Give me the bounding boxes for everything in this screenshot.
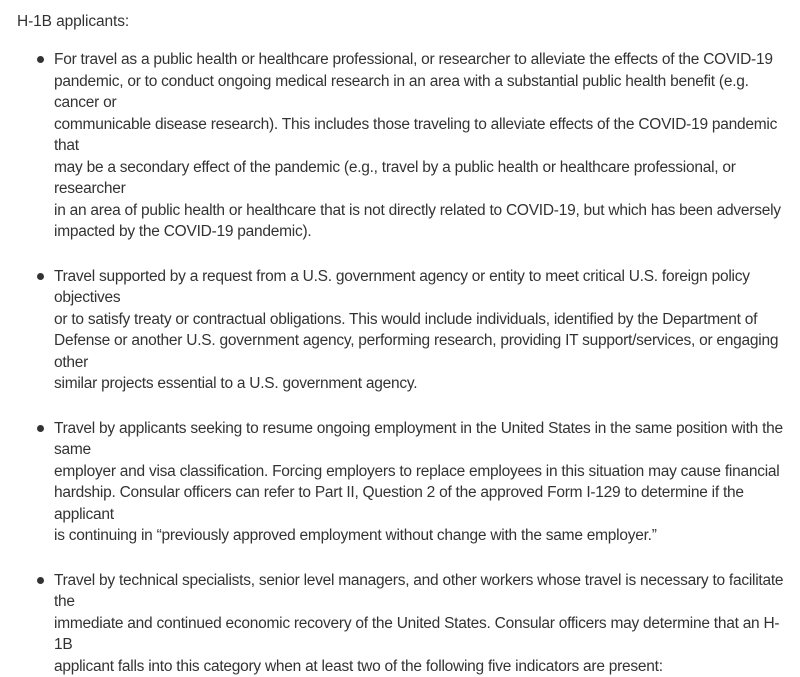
criteria-list: [17, 49, 790, 677]
list-item: [17, 570, 790, 677]
list-item-text: Travel supported by a request from a U.S. government agency or entity to meet critical U.S. foreign policy objectives or to satisfy treaty or contractual obligations. This would include individuals, identified by the Department of Defense or another U.S. government agency, performing research, providing IT support/services, or engaging other similar projects essential to a U.S. government agency.: [54, 266, 790, 395]
list-item-text: Travel by applicants seeking to resume ongoing employment in the United States in the same position with the same employer and visa classification. Forcing employers to replace employees in this situation may cause financial hardship. Consular officers can refer to Part II, Question 2 of the approved Form I-129 to determine if the applicant is continuing in “previously approved employment without change with the same employer.”: [54, 418, 790, 547]
list-item: [17, 266, 790, 395]
bullet-icon: [37, 577, 44, 584]
section-heading: H-1B applicants:: [17, 12, 790, 32]
bullet-icon: [37, 56, 44, 63]
bullet-icon: [37, 425, 44, 432]
bullet-icon: [37, 273, 44, 280]
list-item: [17, 49, 790, 243]
list-item: [17, 418, 790, 547]
list-item-text: For travel as a public health or healthcare professional, or researcher to alleviate the effects of the COVID-19 pandemic, or to conduct ongoing medical research in an area with a substantial public health benefit (e.g. cancer or communicable disease research). This includes those traveling to alleviate effects of the COVID-19 pandemic that may be a secondary effect of the pandemic (e.g., travel by a public health or healthcare professional, or researcher in an area of public health or healthcare that is not directly related to COVID-19, but which has been adversely impacted by the COVID-19 pandemic).: [54, 49, 790, 243]
list-item-text: Travel by technical specialists, senior level managers, and other workers whose travel is necessary to facilitate the immediate and continued economic recovery of the United States. Consular officers may determine that an H-1B applicant falls into this category when at least two of the following five indicators are present:: [54, 570, 790, 677]
